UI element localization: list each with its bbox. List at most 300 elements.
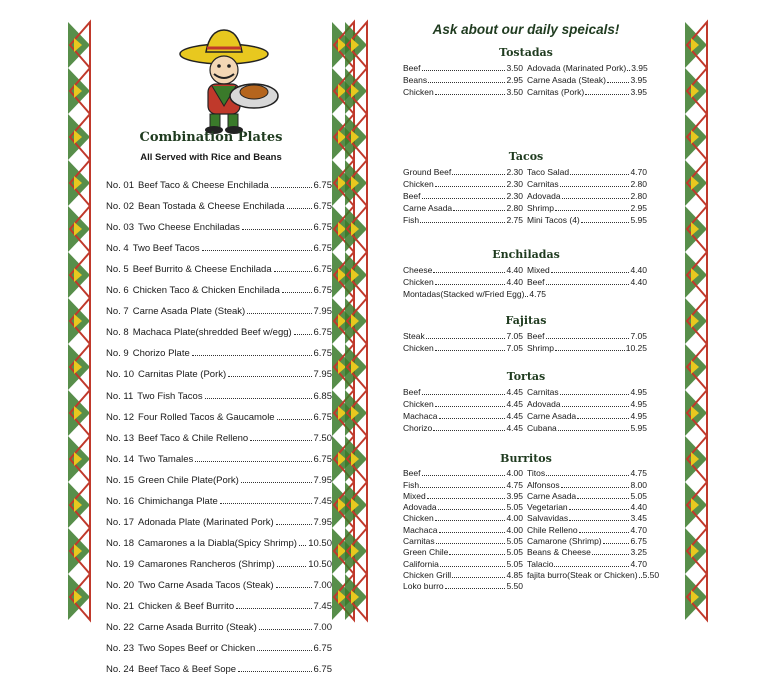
item-price: 4.40 (630, 265, 647, 275)
item-price: 3.50 (506, 63, 523, 73)
menu-item (527, 263, 647, 275)
item-name: Loko burro (403, 581, 444, 592)
menu-item (527, 397, 647, 409)
leader-dots (449, 554, 505, 555)
menu-item (527, 61, 647, 73)
section-title: Burritos (500, 452, 552, 465)
item-price: 10.25 (625, 343, 647, 353)
menu-item (403, 478, 523, 489)
item-name: Cheese (403, 265, 433, 275)
menu-item (527, 385, 647, 397)
leader-dots (607, 82, 630, 83)
item-name: Chorizo (403, 423, 433, 433)
leader-dots (422, 475, 506, 476)
menu-item (403, 580, 523, 591)
item-name: Talacio (527, 558, 554, 569)
combo-number: No. 03 (106, 222, 134, 234)
combo-name: Camarones Rancheros (Shrimp) (138, 558, 275, 570)
menu-item (403, 73, 523, 85)
menu-item (403, 397, 523, 409)
menu-item (527, 512, 647, 523)
combination-plates-panel (90, 22, 332, 675)
combo-price: 7.95 (313, 516, 332, 528)
section-column (527, 61, 647, 97)
item-price: 8.00 (630, 479, 647, 490)
leader-dots (276, 524, 312, 525)
combo-item (106, 570, 332, 591)
combo-number: No. 10 (106, 369, 134, 381)
combo-price: 6.75 (313, 411, 332, 423)
combo-item (106, 338, 332, 359)
item-price: 3.45 (630, 513, 647, 524)
menu-item (403, 523, 523, 534)
leader-dots (435, 406, 506, 407)
item-name: Adovada (403, 502, 437, 513)
combo-name: Green Chile Plate(Pork) (138, 474, 239, 486)
leader-dots (569, 520, 629, 521)
menu-item (527, 213, 647, 225)
combo-number: No. 02 (106, 201, 134, 213)
item-name: California (403, 558, 439, 569)
combo-number: No. 11 (106, 390, 134, 402)
leader-dots (238, 671, 311, 672)
item-price: 5.05 (506, 547, 523, 558)
combo-number: No. 12 (106, 411, 134, 423)
leader-dots (195, 461, 311, 462)
menu-item (527, 478, 647, 489)
item-price: 2.80 (630, 179, 647, 189)
menu-item (527, 490, 647, 501)
item-price: 4.45 (506, 411, 523, 421)
combo-price: 7.00 (313, 622, 332, 634)
combo-item (106, 296, 332, 317)
leader-dots (422, 70, 506, 71)
combo-price: 6.75 (313, 264, 332, 276)
leader-dots (435, 350, 506, 351)
leader-dots (277, 566, 306, 567)
combo-price: 6.75 (313, 201, 332, 213)
item-name: Carnitas (527, 179, 559, 189)
combo-name: Carne Asada Burrito (Steak) (138, 622, 257, 634)
menu-item (527, 409, 647, 421)
combo-number: No. 16 (106, 495, 134, 507)
combo-name: Four Rolled Tacos & Gaucamole (138, 411, 275, 423)
combo-name: Chimichanga Plate (138, 495, 218, 507)
combo-item (106, 233, 332, 254)
item-price: 4.40 (630, 502, 647, 513)
item-name: Shrimp (527, 343, 554, 353)
combo-name: Beef Burrito & Cheese Enchilada (132, 264, 272, 276)
item-name: Mixed (403, 490, 426, 501)
combo-name: Beef Taco & Chile Relleno (138, 432, 249, 444)
menu-item (403, 213, 523, 225)
item-name: Beef (403, 191, 421, 201)
menu-item (527, 189, 647, 201)
combo-price: 6.75 (313, 664, 332, 675)
leader-dots (276, 587, 312, 588)
item-price: 5.50 (642, 569, 660, 580)
item-name: Titos (527, 468, 546, 479)
leader-dots (241, 482, 312, 483)
combo-price: 6.75 (313, 453, 332, 465)
item-price: 2.30 (506, 191, 523, 201)
menu-item (403, 490, 523, 501)
leader-dots (422, 394, 506, 395)
combo-number: No. 14 (106, 453, 134, 465)
item-name: Beans (403, 75, 428, 85)
section-column (527, 165, 647, 225)
item-price: 5.50 (506, 581, 523, 592)
menu-item (403, 557, 523, 568)
item-name: Taco Salad (527, 167, 570, 177)
section-column (527, 467, 660, 580)
menu-item (527, 341, 647, 353)
leader-dots (433, 430, 505, 431)
combo-number: No. 01 (106, 180, 134, 192)
combination-plates-list (106, 170, 332, 675)
combo-number: No. 17 (106, 516, 134, 528)
leader-dots (452, 577, 505, 578)
leader-dots (205, 398, 312, 399)
combo-number: No. 21 (106, 600, 134, 612)
menu-item (527, 421, 647, 433)
item-name: Carne Asada (527, 490, 577, 501)
item-name: Carnitas (Pork) (527, 87, 585, 97)
combo-number: No. 6 (106, 285, 129, 297)
a-la-carte-panel (367, 22, 685, 590)
leader-dots (220, 503, 312, 504)
combo-name: Two Sopes Beef or Chicken (138, 643, 256, 655)
leader-dots (422, 198, 506, 199)
item-name: Chicken (403, 399, 434, 409)
item-name: Mixed (527, 265, 550, 275)
item-name: Beef (403, 387, 421, 397)
leader-dots (525, 296, 528, 297)
section-column (403, 165, 523, 225)
item-price: 4.75 (630, 468, 647, 479)
combo-price: 6.75 (313, 285, 332, 297)
leader-dots (436, 543, 506, 544)
leader-dots (236, 608, 311, 609)
leader-dots (440, 566, 506, 567)
item-name: Chicken (403, 87, 434, 97)
item-name: fajita burro(Steak or Chicken) (527, 569, 638, 580)
combo-name: Bean Tostada & Cheese Enchilada (138, 201, 285, 213)
item-name: Machaca (403, 411, 438, 421)
leader-dots (294, 334, 312, 335)
section-title: Tortas (506, 370, 546, 383)
item-price: 4.40 (506, 277, 523, 287)
item-name: Carnitas (527, 387, 559, 397)
item-price: 5.05 (506, 502, 523, 513)
leader-dots (558, 430, 630, 431)
right-panel-border-right (685, 22, 707, 590)
combo-number: No. 22 (106, 622, 134, 634)
menu-item (527, 523, 647, 534)
leader-dots (562, 198, 630, 199)
section-title: Enchiladas (492, 248, 560, 261)
combo-number: No. 13 (106, 432, 134, 444)
item-name: Cubana (527, 423, 557, 433)
item-price: 4.70 (630, 558, 647, 569)
menu-item (527, 165, 647, 177)
combo-item (106, 528, 332, 549)
item-price: 3.95 (630, 87, 647, 97)
item-price: 4.40 (506, 265, 523, 275)
menu-item (527, 546, 647, 557)
section-column (403, 61, 523, 97)
section-column (403, 467, 523, 591)
combo-item (106, 275, 332, 296)
combo-item (106, 423, 332, 444)
item-name: Salvavidas (527, 513, 569, 524)
leader-dots (560, 394, 630, 395)
combo-price: 6.75 (313, 348, 332, 360)
combo-number: No. 4 (106, 243, 129, 255)
combo-price: 10.50 (308, 558, 332, 570)
item-name: Chicken (403, 513, 434, 524)
item-name: Beans & Cheese (527, 547, 591, 558)
section-title: Tostadas (499, 46, 553, 59)
combo-name: Beef Taco & Cheese Enchilada (138, 180, 269, 192)
item-price: 2.80 (506, 203, 523, 213)
item-name: Camarone (Shrimp) (527, 536, 602, 547)
combo-number: No. 24 (106, 664, 134, 675)
leader-dots (554, 566, 629, 567)
combo-item (106, 591, 332, 612)
menu-item (403, 535, 523, 546)
section-column (527, 263, 647, 287)
item-price: 5.95 (630, 423, 647, 433)
leader-dots (546, 284, 630, 285)
combo-price: 6.85 (313, 390, 332, 402)
leader-dots (439, 418, 506, 419)
menu-item (403, 501, 523, 512)
combo-item (106, 191, 332, 212)
item-price: 4.45 (506, 423, 523, 433)
combo-item (106, 402, 332, 423)
leader-dots (242, 229, 312, 230)
leader-dots (427, 498, 506, 499)
item-price: 4.00 (506, 524, 523, 535)
menu-item (403, 61, 523, 73)
item-price: 4.75 (529, 289, 546, 299)
section-title: Tacos (508, 150, 544, 163)
combo-name: Carne Asada Plate (Steak) (132, 306, 246, 318)
leader-dots (560, 186, 630, 187)
item-name: Carnitas (403, 536, 435, 547)
combo-item (106, 465, 332, 486)
leader-dots (555, 350, 625, 351)
item-name: Green Chile (403, 547, 449, 558)
menu-item (527, 557, 647, 568)
leader-dots (562, 406, 630, 407)
combo-name: Beef Taco & Beef Sope (138, 664, 237, 675)
item-price: 6.75 (630, 536, 647, 547)
leader-dots (274, 271, 312, 272)
leader-dots (569, 509, 630, 510)
menu-item (403, 263, 523, 275)
menu-item (403, 385, 523, 397)
leader-dots (577, 418, 629, 419)
item-price: 4.00 (506, 513, 523, 524)
combo-price: 7.95 (313, 306, 332, 318)
leader-dots (287, 208, 312, 209)
leader-dots (546, 338, 630, 339)
combo-name: Two Carne Asada Tacos (Steak) (138, 579, 274, 591)
menu-item (527, 73, 647, 85)
combo-number: No. 23 (106, 643, 134, 655)
combo-name: Two Tamales (138, 453, 194, 465)
leader-dots (250, 440, 311, 441)
sombrero-mascot-icon (176, 26, 286, 138)
menu-item (403, 341, 523, 353)
combo-price: 7.95 (313, 474, 332, 486)
menu-item (527, 201, 647, 213)
item-price: 2.95 (506, 75, 523, 85)
combo-item (106, 654, 332, 675)
item-price: 3.95 (506, 490, 523, 501)
item-price: 4.45 (506, 399, 523, 409)
item-price: 4.95 (630, 411, 647, 421)
leader-dots (570, 174, 629, 175)
combo-price: 6.75 (313, 327, 332, 339)
leader-dots (438, 509, 506, 510)
combo-name: Two Beef Tacos (132, 243, 200, 255)
item-name: Vegetarian (527, 502, 568, 513)
combo-item (106, 444, 332, 465)
item-price: 7.05 (506, 343, 523, 353)
item-name: Mini Tacos (4) (527, 215, 580, 225)
leader-dots (271, 187, 312, 188)
item-price: 4.85 (506, 569, 523, 580)
item-price: 3.50 (506, 87, 523, 97)
item-price: 5.05 (630, 490, 647, 501)
item-name: Chicken (403, 343, 434, 353)
combo-item (106, 507, 332, 528)
combo-price: 7.45 (313, 600, 332, 612)
combo-price: 6.75 (313, 243, 332, 255)
menu-item (527, 85, 647, 97)
leader-dots (433, 272, 505, 273)
combo-item (106, 212, 332, 233)
combination-plates-title: Combination Plates (139, 130, 283, 145)
combo-item (106, 254, 332, 275)
leader-dots (435, 186, 506, 187)
leader-dots (435, 520, 506, 521)
combo-price: 6.75 (313, 643, 332, 655)
item-price: 2.80 (630, 191, 647, 201)
leader-dots (259, 629, 312, 630)
combo-price: 6.75 (313, 180, 332, 192)
combo-price: 7.45 (313, 495, 332, 507)
item-name: Ground Beef (403, 167, 452, 177)
section-column (527, 329, 647, 353)
item-price: 3.25 (630, 547, 647, 558)
combo-name: Carnitas Plate (Pork) (138, 369, 227, 381)
leader-dots (228, 376, 311, 377)
leader-dots (282, 292, 312, 293)
leader-dots (581, 222, 630, 223)
menu-item (527, 329, 647, 341)
item-price: 2.75 (506, 215, 523, 225)
combo-name: Chicken Taco & Chicken Enchilada (132, 285, 280, 297)
item-price: 5.95 (630, 215, 647, 225)
leader-dots (277, 419, 312, 420)
leader-dots (435, 284, 506, 285)
menu-item (527, 535, 647, 546)
menu-item (403, 421, 523, 433)
combo-number: No. 8 (106, 327, 129, 339)
combo-name: Camarones a la Diabla(Spicy Shrimp) (138, 537, 297, 549)
item-name: Carne Asada (527, 411, 577, 421)
item-price: 4.70 (630, 167, 647, 177)
menu-item (403, 85, 523, 97)
combo-number: No. 19 (106, 558, 134, 570)
item-price: 4.45 (506, 387, 523, 397)
combo-number: No. 9 (106, 348, 129, 360)
combo-item (106, 359, 332, 380)
combo-item (106, 633, 332, 654)
combo-item (106, 612, 332, 633)
item-name: Beef (527, 331, 545, 341)
combo-number: No. 5 (106, 264, 129, 276)
combo-name: Two Fish Tacos (137, 390, 203, 402)
section-column (403, 329, 523, 353)
menu-item (403, 189, 523, 201)
leader-dots (592, 554, 630, 555)
leader-dots (577, 498, 629, 499)
item-name: Carne Asada (Steak) (527, 75, 606, 85)
combo-name: Chicken & Beef Burrito (138, 600, 235, 612)
section-title: Fajitas (505, 314, 547, 327)
leader-dots (299, 545, 306, 546)
section-column (527, 385, 647, 433)
combo-price: 7.50 (313, 432, 332, 444)
item-price: 2.30 (506, 179, 523, 189)
combo-item (106, 380, 332, 401)
combo-item (106, 170, 332, 191)
combo-item (106, 317, 332, 338)
leader-dots (428, 82, 505, 83)
item-name: Beef (527, 277, 545, 287)
menu-item (403, 287, 546, 299)
leader-dots (551, 272, 630, 273)
right-panel-border-left (345, 22, 367, 590)
item-name: Beef (403, 63, 421, 73)
daily-specials-banner: Ask about our daily speicals! (432, 22, 620, 37)
item-price: 5.05 (506, 536, 523, 547)
item-name: Alfonsos (527, 479, 560, 490)
item-name: Fish (403, 479, 420, 490)
combo-price: 7.95 (313, 369, 332, 381)
combo-number: No. 20 (106, 579, 134, 591)
item-price: 7.05 (506, 331, 523, 341)
combo-name: Chorizo Plate (132, 348, 190, 360)
item-name: Carne Asada (403, 203, 453, 213)
zigzag-pattern-icon (685, 22, 707, 590)
combo-number: No. 18 (106, 537, 134, 549)
combo-name: Adonada Plate (Marinated Pork) (138, 516, 274, 528)
menu-item (403, 409, 523, 421)
leader-dots (202, 250, 312, 251)
combo-price: 7.00 (313, 579, 332, 591)
item-price: 4.75 (506, 479, 523, 490)
item-name: Chicken (403, 277, 434, 287)
menu-item (527, 275, 647, 287)
combo-price: 10.50 (308, 537, 332, 549)
item-name: Beef (403, 468, 421, 479)
